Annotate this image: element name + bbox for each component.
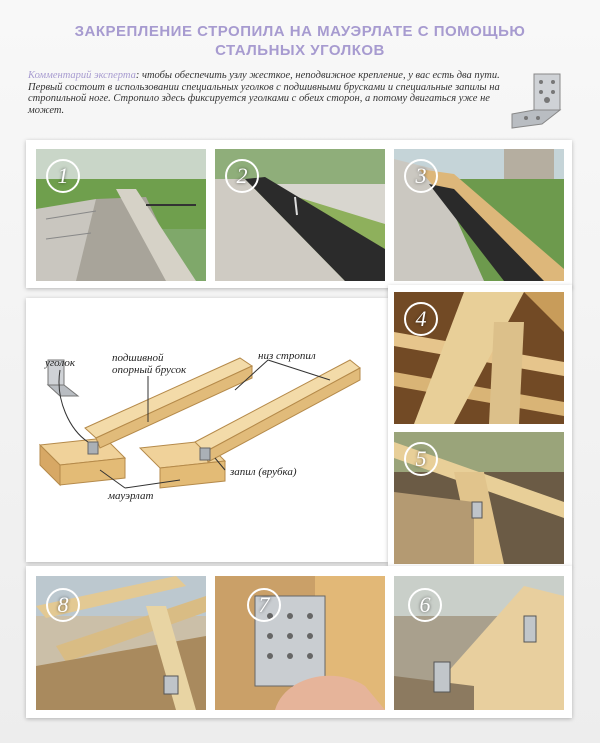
expert-comment: [28, 70, 513, 116]
label-niz-stropil: низ стропил: [258, 350, 316, 362]
step-number-5: 5: [404, 442, 438, 476]
photo-step-2: [215, 149, 385, 281]
photo-step-6: [394, 576, 564, 710]
label-mauerlat: мауэрлат: [108, 490, 154, 502]
photo-step-8: [36, 576, 206, 710]
step-number-4: 4: [404, 302, 438, 336]
expert-comment-text: : чтобы обеспечить узлу жесткое, неподвижное крепление, у вас есть два пути. Первый состоит в использовании специальных уголков с подшивными брусками и специальные запилы на стропильной ноге. Стропило здесь фиксируется уголками с обеих сторон, а потому двигаться уже не может.: [28, 70, 500, 116]
photo-step-3: [394, 149, 564, 281]
label-zapil: запил (врубка): [230, 466, 297, 478]
page-title: ЗАКРЕПЛЕНИЕ СТРОПИЛА НА МАУЭРЛАТЕ С ПОМОЩЬЮ СТАЛЬНЫХ УГОЛКОВ: [74, 23, 526, 59]
rafter-diagram: [30, 330, 385, 510]
step-number-6: 6: [408, 588, 442, 622]
label-ugolok: уголок: [45, 357, 75, 369]
step-number-2: 2: [225, 159, 259, 193]
photo-step-4: [394, 292, 564, 424]
expert-comment-label: Комментарий эксперта: [28, 70, 136, 81]
step-number-7: 7: [247, 588, 281, 622]
step-number-8: 8: [46, 588, 80, 622]
step-number-3: 3: [404, 159, 438, 193]
photo-step-5: [394, 432, 564, 564]
photo-step-7: [215, 576, 385, 710]
steel-angle-bracket-image: [508, 70, 572, 134]
photo-step-1: [36, 149, 206, 281]
label-brusok: подшивной опорный брусок: [112, 352, 187, 376]
step-number-1: 1: [46, 159, 80, 193]
